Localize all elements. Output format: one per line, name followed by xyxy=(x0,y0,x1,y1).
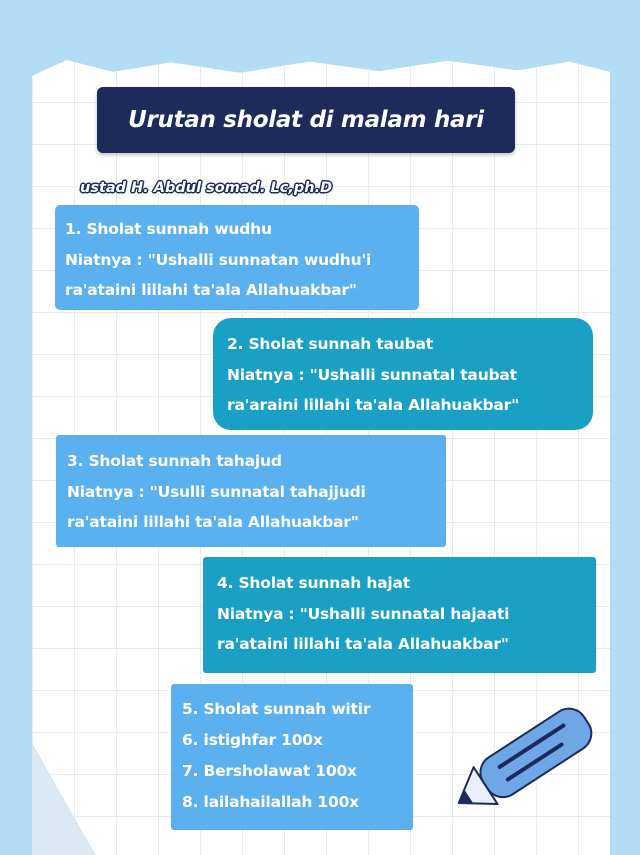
title-banner xyxy=(97,87,515,153)
item-niat-line: Niatnya : "Usulli sunnatal tahajjudi xyxy=(67,482,366,501)
page-title: Urutan sholat di malam hari xyxy=(128,107,484,133)
item-niat-line: ra'ataini lillahi ta'ala Allahuakbar" xyxy=(65,281,357,299)
item-heading: 2. Sholat sunnah taubat xyxy=(227,335,433,353)
item-heading: 1. Sholat sunnah wudhu xyxy=(65,220,272,238)
item-heading: 3. Sholat sunnah tahajud xyxy=(67,452,282,470)
list-item: 8. lailahailallah 100x xyxy=(182,793,359,811)
item-card-1 xyxy=(55,205,419,310)
item-card-4 xyxy=(203,557,596,673)
item-niat-line: Niatnya : "Ushalli sunnatal hajaati xyxy=(217,604,510,623)
final-list-card xyxy=(171,684,413,830)
author-credit: ustad H. Abdul somad. Lc,ph.D xyxy=(80,180,333,196)
item-card-2 xyxy=(213,318,593,430)
list-item: 6. istighfar 100x xyxy=(182,731,323,749)
item-niat-line: ra'ataini lillahi ta'ala Allahuakbar" xyxy=(217,635,509,653)
item-niat-line: ra'araini lillahi ta'ala Allahuakbar" xyxy=(227,396,519,414)
item-heading: 4. Sholat sunnah hajat xyxy=(217,574,410,592)
item-niat-line: Niatnya : "Ushalli sunnatan wudhu'i xyxy=(65,250,372,269)
list-item: 7. Bersholawat 100x xyxy=(182,762,357,780)
item-niat-line: ra'ataini lillahi ta'ala Allahuakbar" xyxy=(67,513,359,531)
item-niat-line: Niatnya : "Ushalli sunnatal taubat xyxy=(227,365,517,384)
list-item: 5. Sholat sunnah witir xyxy=(182,700,371,718)
item-card-3 xyxy=(56,435,446,547)
pencil-icon xyxy=(438,700,613,820)
